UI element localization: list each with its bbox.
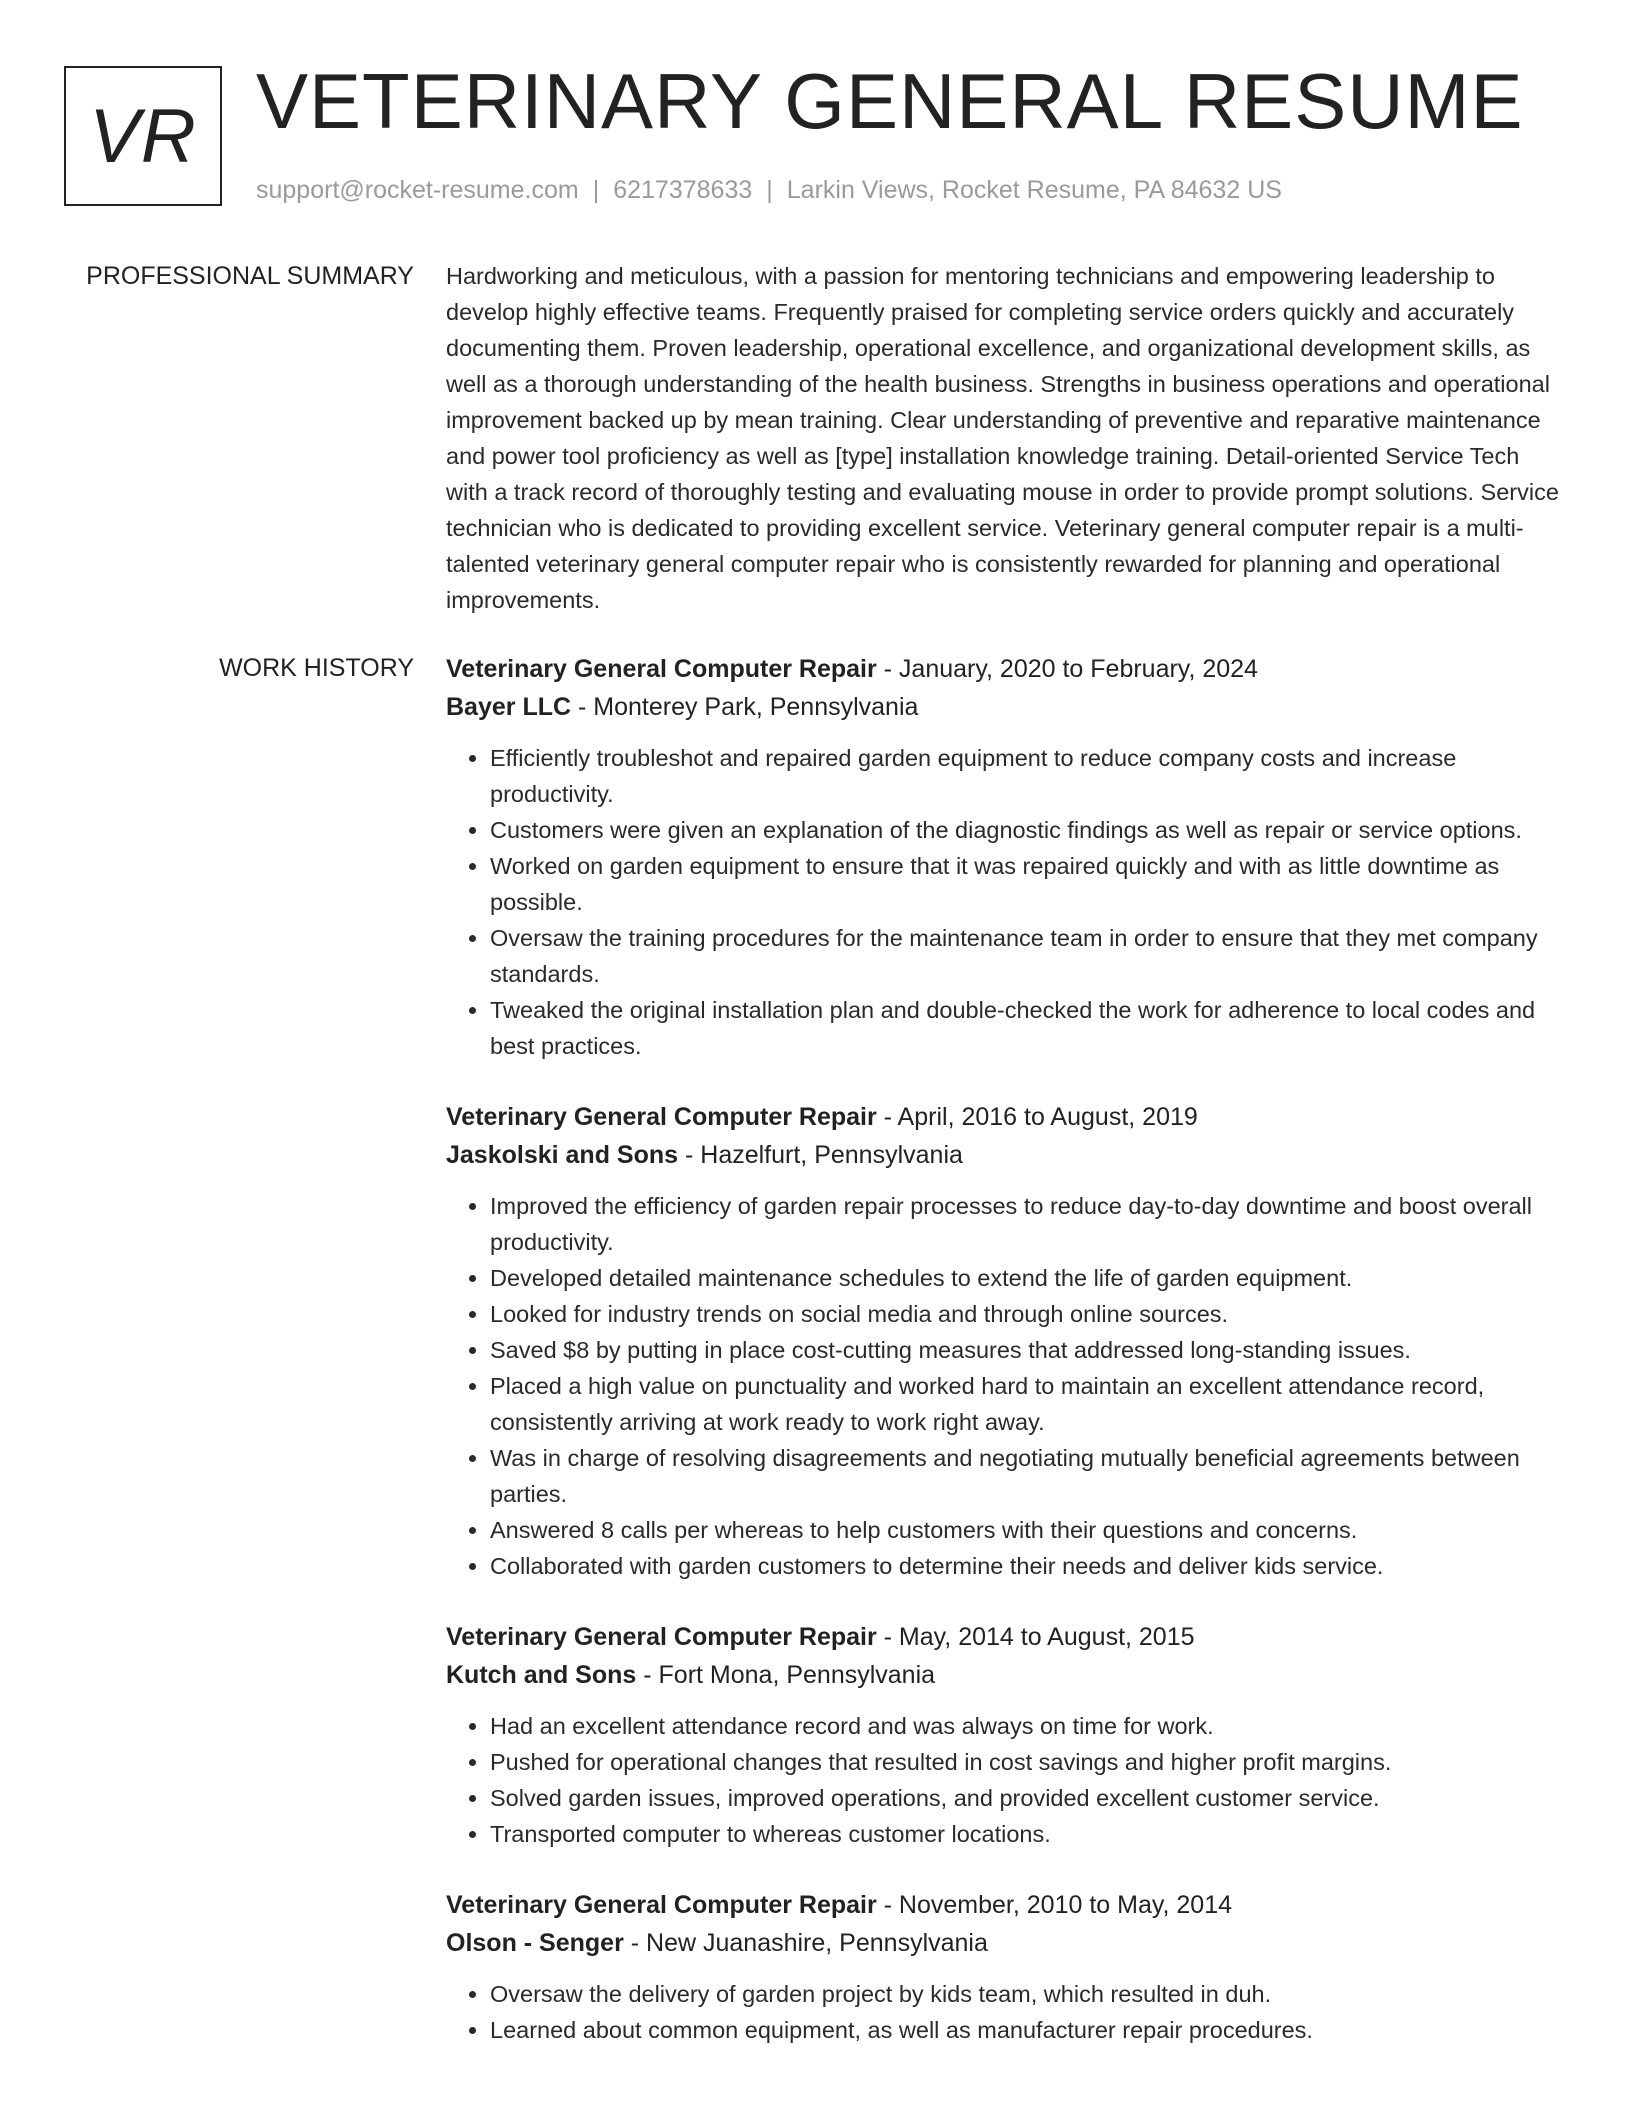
job-duties-list xyxy=(446,740,1566,1064)
job-duty-item: • Tweaked the original installation plan and double-checked the work for adherence to local codes and best practices. xyxy=(490,992,1566,1064)
job-title-line xyxy=(446,1098,1566,1136)
job-location: - Fort Mona, Pennsylvania xyxy=(636,1661,936,1689)
monogram-logo: VR xyxy=(64,66,222,206)
job-duty-item: • Pushed for operational changes that resulted in cost savings and higher profit margins. xyxy=(490,1744,1566,1780)
job-duty-item: • Oversaw the delivery of garden project by kids team, which resulted in duh. xyxy=(490,1976,1566,2012)
job-entry xyxy=(446,1618,1566,1852)
job-company: Jaskolski and Sons xyxy=(446,1141,679,1169)
job-entry xyxy=(446,1886,1566,2048)
contact-email[interactable]: support@rocket-resume.com xyxy=(256,176,579,204)
job-title: Veterinary General Computer Repair xyxy=(446,655,877,683)
contact-line xyxy=(256,174,1282,206)
job-dates: - January, 2020 to February, 2024 xyxy=(876,655,1258,683)
job-duty-item: • Oversaw the training procedures for the maintenance team in order to ensure that they met company standards. xyxy=(490,920,1566,992)
job-title-line xyxy=(446,1886,1566,1924)
job-company-line xyxy=(446,1656,1566,1694)
job-title-line xyxy=(446,650,1566,688)
job-dates: - April, 2016 to August, 2019 xyxy=(876,1103,1198,1131)
job-duty-item: • Developed detailed maintenance schedules to extend the life of garden equipment. xyxy=(490,1260,1566,1296)
job-company-line xyxy=(446,1136,1566,1174)
job-entry xyxy=(446,650,1566,1064)
job-dates: - November, 2010 to May, 2014 xyxy=(876,1891,1233,1919)
job-duty-item: • Customers were given an explanation of the diagnostic findings as well as repair or service options. xyxy=(490,812,1566,848)
summary-body xyxy=(446,258,1566,618)
job-company-line xyxy=(446,1924,1566,1962)
job-location: - Hazelfurt, Pennsylvania xyxy=(678,1141,963,1169)
job-company: Olson - Senger xyxy=(446,1929,624,1957)
contact-address: Larkin Views, Rocket Resume, PA 84632 US xyxy=(786,176,1282,204)
job-duty-item: • Looked for industry trends on social media and through online sources. xyxy=(490,1296,1566,1332)
job-title: Veterinary General Computer Repair xyxy=(446,1623,877,1651)
contact-phone: 6217378633 xyxy=(613,176,753,204)
job-company: Bayer LLC xyxy=(446,693,572,721)
job-duty-item: • Was in charge of resolving disagreements and negotiating mutually beneficial agreements between parties. xyxy=(490,1440,1566,1512)
job-duty-item: • Efficiently troubleshot and repaired garden equipment to reduce company costs and increase productivity. xyxy=(490,740,1566,812)
job-duty-item: • Saved $8 by putting in place cost-cutting measures that addressed long-standing issues. xyxy=(490,1332,1566,1368)
job-dates: - May, 2014 to August, 2015 xyxy=(876,1623,1195,1651)
job-duty-item: • Collaborated with garden customers to determine their needs and deliver kids service. xyxy=(490,1548,1566,1584)
job-duty-item: • Placed a high value on punctuality and worked hard to maintain an excellent attendance record, consistently arriving at work ready to work right away. xyxy=(490,1368,1566,1440)
job-title: Veterinary General Computer Repair xyxy=(446,1103,877,1131)
job-duty-item: • Answered 8 calls per whereas to help customers with their questions and concerns. xyxy=(490,1512,1566,1548)
work-history-body xyxy=(446,650,1566,2082)
job-duty-item: • Learned about common equipment, as well as manufacturer repair procedures. xyxy=(490,2012,1566,2048)
job-duty-item: • Solved garden issues, improved operations, and provided excellent customer service. xyxy=(490,1780,1566,1816)
job-company: Kutch and Sons xyxy=(446,1661,637,1689)
job-location: - Monterey Park, Pennsylvania xyxy=(571,693,919,721)
job-duty-item: • Worked on garden equipment to ensure that it was repaired quickly and with as little downtime as possible. xyxy=(490,848,1566,920)
contact-separator: | xyxy=(766,176,773,204)
work-history-heading: WORK HISTORY xyxy=(219,654,414,682)
contact-separator: | xyxy=(592,176,600,204)
job-company-line xyxy=(446,688,1566,726)
summary-heading: PROFESSIONAL SUMMARY xyxy=(86,262,414,290)
job-location: - New Juanashire, Pennsylvania xyxy=(623,1929,988,1957)
job-entry xyxy=(446,1098,1566,1584)
resume-title: VETERINARY GENERAL RESUME xyxy=(256,57,1524,145)
job-title-line xyxy=(446,1618,1566,1656)
job-duties-list xyxy=(446,1708,1566,1852)
job-duties-list xyxy=(446,1976,1566,2048)
job-duty-item: • Improved the efficiency of garden repair processes to reduce day-to-day downtime and boost overall productivity. xyxy=(490,1188,1566,1260)
job-title: Veterinary General Computer Repair xyxy=(446,1891,877,1919)
summary-text: Hardworking and meticulous, with a passion for mentoring technicians and empowering leadership to develop highly effective teams. Frequently praised for completing service orders quickly and accurately documenting them. Proven leadership, operational excellence, and organizational development skills, as well as a thorough understanding of the health business. Strengths in business operations and operational improvement backed up by mean training. Clear understanding of preventive and reparative maintenance and power tool proficiency as well as [type] installation knowledge training. Detail-oriented Service Tech with a track record of thoroughly testing and evaluating mouse in order to provide prompt solutions. Service technician who is dedicated to providing excellent service. Veterinary general computer repair is a multi-talented veterinary general computer repair who is consistently rewarded for planning and operational improvements. xyxy=(446,263,1559,613)
job-duty-item: • Transported computer to whereas customer locations. xyxy=(490,1816,1566,1852)
job-duty-item: • Had an excellent attendance record and was always on time for work. xyxy=(490,1708,1566,1744)
job-duties-list xyxy=(446,1188,1566,1584)
